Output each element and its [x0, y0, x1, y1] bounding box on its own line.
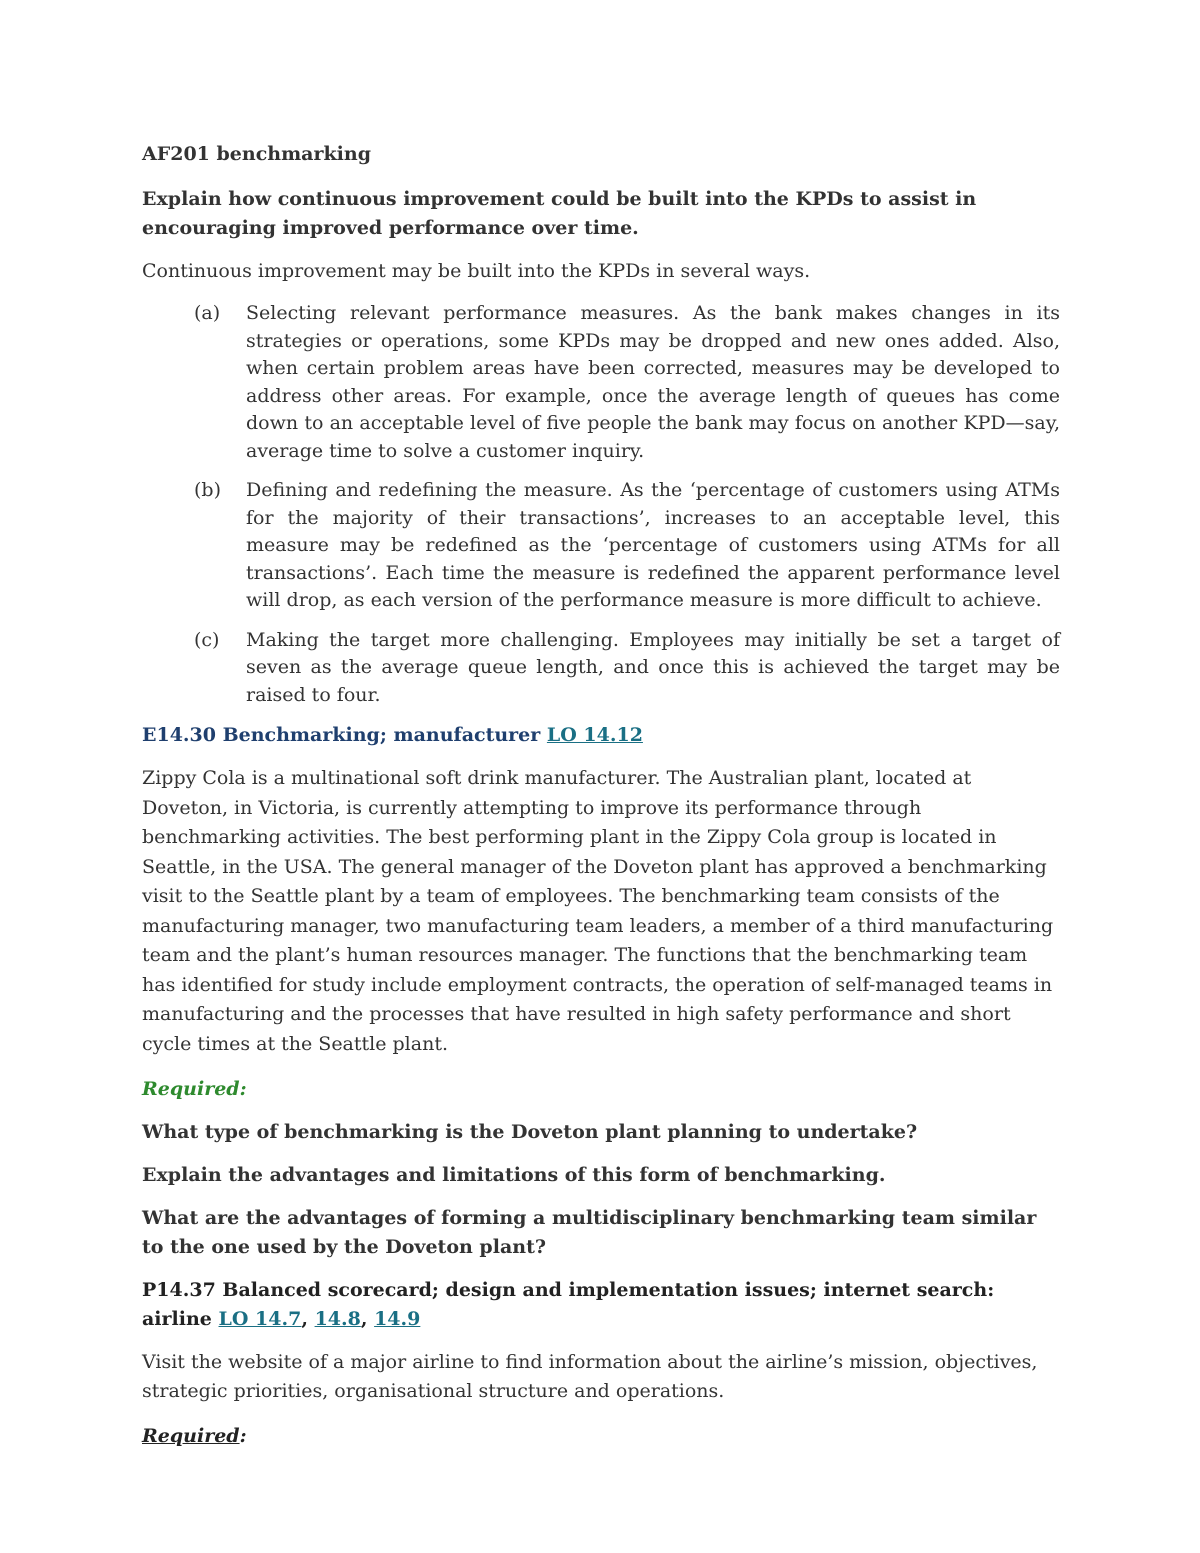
exercise-body-e1430: Zippy Cola is a multinational soft drink manufacturer. The Australian plant, located at Doveton, in Victoria, is currently attempting to improve its performance through benchmarking activities. The best performing plant in the Zippy Cola group is located in Seattle, in the USA. The general manager of the Doveton plant has approved a benchmarking visit to the Seattle plant by a team of employees. The benchmarking team consists of the manufacturing manager, two manufacturing team leaders, a member of a third manufacturing team and the plant’s human resources manager. The functions that the benchmarking team has identified for study include employment contracts, the operation of self-managed teams in manufacturing and the processes that have resulted in high safety performance and short cycle times at the Seattle plant.: [142, 767, 1054, 1055]
exercise-heading-text: E14.30 Benchmarking; manufacturer: [142, 724, 541, 746]
document-page: [142, 140, 1060, 1465]
exercise-heading-e1430: [142, 721, 1060, 750]
lo-separator: ,: [360, 1308, 375, 1330]
list-item-a: [142, 300, 1060, 465]
required-text: Required: [142, 1425, 240, 1447]
lo-link-14-9[interactable]: 14.9: [374, 1308, 421, 1330]
answer-intro: Continuous improvement may be built into the KPDs in several ways.: [142, 260, 811, 282]
list-item-b: [142, 477, 1060, 615]
problem-heading-text: Balanced scorecard; design and implementation issues; internet search: airline: [142, 1279, 995, 1330]
question-type-of-benchmarking: What type of benchmarking is the Doveton plant planning to undertake?: [142, 1121, 918, 1143]
required-colon: :: [239, 1425, 247, 1447]
lo-link-14-12[interactable]: LO 14.12: [546, 724, 643, 746]
lo-link-14-7[interactable]: LO 14.7: [218, 1308, 302, 1330]
problem-body-p1437: Visit the website of a major airline to find information about the airline’s mission, objectives, strategic priorities, organisational structure and operations.: [142, 1351, 1038, 1402]
list-item-text: Making the target more challenging. Employees may initially be set a target of seven as the average queue length, and once this is achieved the target may be raised to four.: [246, 628, 1060, 706]
list-item-c: [142, 627, 1060, 710]
lo-separator: ,: [301, 1308, 315, 1330]
problem-code: P14.37: [142, 1279, 216, 1301]
question-continuous-improvement: Explain how continuous improvement could be built into the KPDs to assist in encouraging improved performance over time.: [142, 188, 977, 239]
document-title: AF201 benchmarking: [142, 143, 371, 165]
list-item-text: Selecting relevant performance measures. As the bank makes changes in its strategies or operations, some KPDs may be dropped and new ones added. Also, when certain problem areas have been corrected, measures may be developed to address other areas. For example, once the average length of queues has come down to an acceptable level of five people the bank may focus on another KPD—say, average time to solve a customer inquiry.: [246, 302, 1060, 462]
question-multidisciplinary-team: What are the advantages of forming a multidisciplinary benchmarking team similar to the one used by the Doveton plant?: [142, 1207, 1037, 1258]
list-marker: (b): [194, 479, 221, 501]
list-marker: (c): [194, 628, 220, 651]
required-label-e1430: Required:: [142, 1078, 247, 1100]
list-marker: (a): [194, 302, 221, 324]
lo-link-14-8[interactable]: 14.8: [314, 1308, 361, 1330]
list-item-text: Defining and redefining the measure. As the ‘percentage of customers using ATMs for the majority of their transactions’, increases to an acceptable level, this measure may be redefined as the ‘percentage of customers using ATMs for all transactions’. Each time the measure is redefined the apparent performance level will drop, as each version of the performance measure is more difficult to achieve.: [246, 479, 1060, 611]
problem-heading-p1437: [142, 1276, 1060, 1334]
required-label-p1437: [142, 1422, 1060, 1451]
question-advantages-limitations: Explain the advantages and limitations of this form of benchmarking.: [142, 1164, 886, 1186]
